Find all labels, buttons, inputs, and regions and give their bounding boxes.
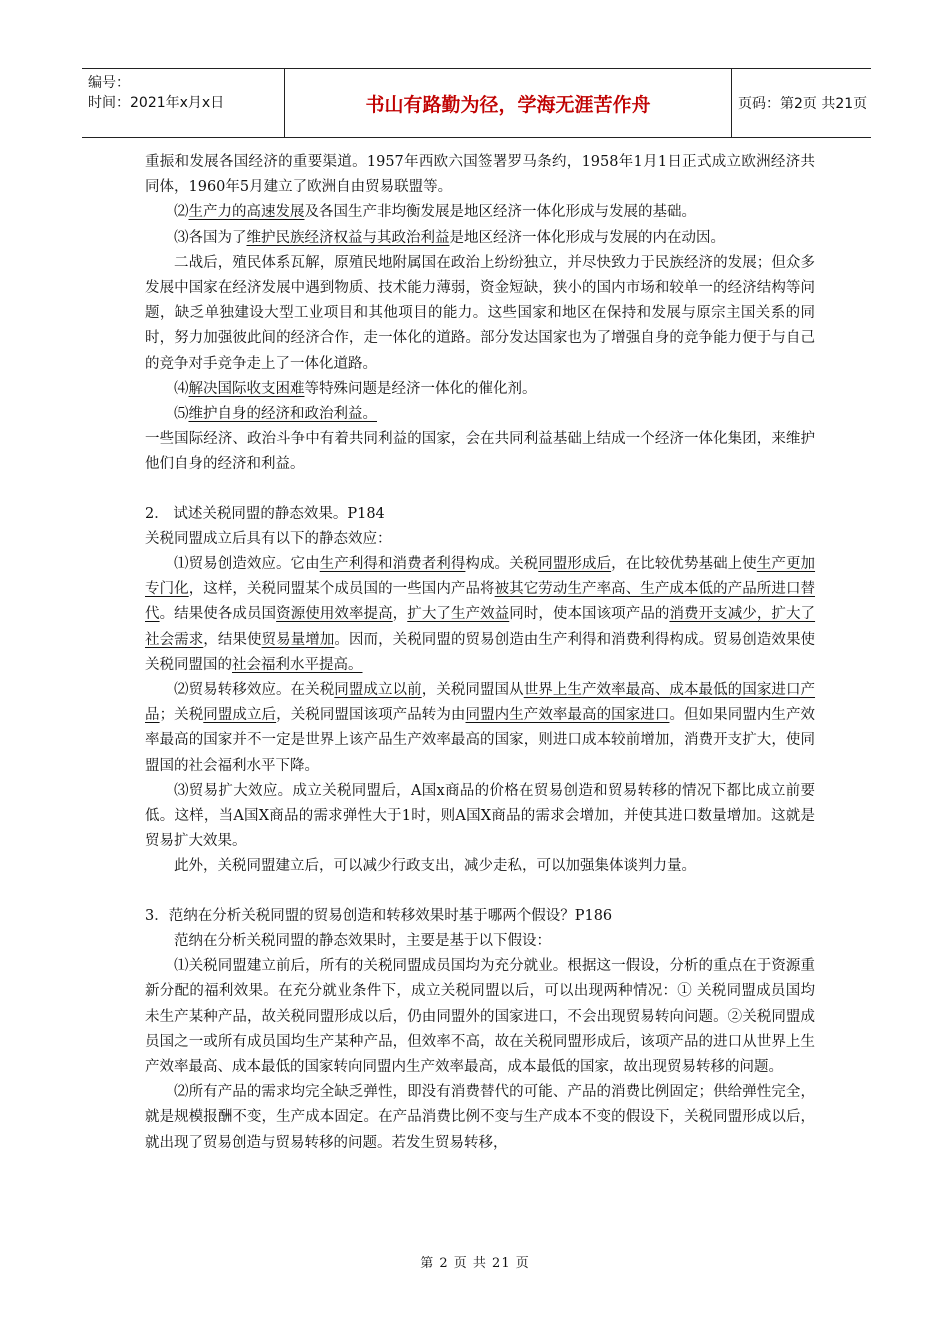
underlined-text: 同盟成立以前 xyxy=(334,682,422,699)
assumption-2-paragraph: ⑵所有产品的需求均完全缺乏弹性，即没有消费替代的可能、产品的消费比例固定；供给弹性完全，就是规模报酬不变，生产成本固定。在产品消费比例不变与生产成本不变的假设下，关税同盟形成以后，就出现了贸易创造与贸易转移的问题。若发生贸易转移， xyxy=(145,1084,815,1151)
trade-creation-paragraph xyxy=(145,552,815,678)
underlined-text: 同盟内生产效率最高的国家进口 xyxy=(465,707,670,724)
point-2 xyxy=(145,200,815,225)
question-3-intro: 范纳在分析关税同盟的静态效果时，主要是基于以下假设： xyxy=(174,932,551,949)
text: ⑵ xyxy=(174,204,189,221)
interest-paragraph: 一些国际经济、政治斗争中有着共同利益的国家，会在共同利益基础上结成一个经济一体化集团，来维护他们自身的经济和利益。 xyxy=(145,431,815,473)
underlined-text: 生产力的高速发展 xyxy=(188,204,305,221)
document-body xyxy=(145,150,815,1156)
text: ，关税同盟国从 xyxy=(421,682,524,699)
time-label: 时间：2021年x月x日 xyxy=(88,95,225,111)
text: 等特殊问题是经济一体化的催化剂。 xyxy=(304,380,537,397)
assumption-1-paragraph: ⑴关税同盟建立前后，所有的关税同盟成员国均为充分就业。根据这一假设，分析的重点在于资源重新分配的福利效果。在充分就业条件下，成立关税同盟以后，可以出现两种情况：① 关税同盟成员国均未生产某种产品，故关税同盟形成以后，仍由同盟外的国家进口，不会出现贸易转向问题。②关税同盟成员国之一或所有成员国均生产某种产品，但效率不高，故在关税同盟形成后，该项产品的进口从世界上生产效率最高、成本最低的国家转向同盟内生产效率最高，成本最低的国家，故出现贸易转移的问题。 xyxy=(145,958,815,1075)
underlined-text: 生产利得和消费者利得 xyxy=(319,556,466,573)
question-3-title: 3．范纳在分析关税同盟的贸易创造和转移效果时基于哪两个假设？P186 xyxy=(145,907,613,924)
underlined-text: 贸易量增加 xyxy=(261,631,335,648)
text: 。因而，关税同盟的贸易创造由生产利得和消费利得构成。贸易创造效果使关税同盟国的 xyxy=(145,631,816,673)
underlined-text: 被其它劳动生产率高、生产成本低的产品所进口替代 xyxy=(145,581,816,623)
underlined-text: 解决国际收支困难 xyxy=(188,380,305,397)
text: ，关税同盟国该项产品转为由 xyxy=(276,707,466,724)
postwar-paragraph: 二战后，殖民体系瓦解，原殖民地附属国在政治上纷纷独立，并尽快致力于民族经济的发展；但众多发展中国家在经济发展中遇到物质、技术能力薄弱，资金短缺，狭小的国内市场和较单一的经济结构等问题，缺乏单独建设大型工业项目和其他项目的能力。这些国家和地区在保持和发展与原宗主国关系的同时，努力加强彼此间的经济合作，走一体化的道路。部分发达国家也为了增强自身的竞争能力便于与自己的竞争对手竞争走上了一体化道路。 xyxy=(145,254,815,372)
underlined-text: 扩大了生产效益 xyxy=(407,606,510,623)
point-3 xyxy=(145,226,815,251)
paragraph-continuation: 重振和发展各国经济的重要渠道。1957年西欧六国签署罗马条约，1958年1月1日正式成立欧洲经济共同体，1960年5月建立了欧洲自由贸易联盟等。 xyxy=(145,154,815,196)
underlined-text: 消费开支减少，扩大了社会需求 xyxy=(145,606,816,648)
underlined-text: 资源使用效率提高 xyxy=(276,606,393,623)
text: 构成。关税 xyxy=(465,556,539,573)
text: ⑸ xyxy=(174,406,189,423)
point-4 xyxy=(145,377,815,402)
underlined-text: 社会福利水平提高。 xyxy=(232,656,363,673)
code-label: 编号： xyxy=(88,75,130,91)
question-2-title: 2． 试述关税同盟的静态效果。P184 xyxy=(145,505,385,522)
point-5 xyxy=(145,402,815,427)
trade-expansion-paragraph: ⑶贸易扩大效应。成立关税同盟后，A国x商品的价格在贸易创造和贸易转移的情况下都比成立前要低。这样，当A国X商品的需求弹性大于1时，则A国X商品的需求会增加，并使其进口数量增加。这就是贸易扩大效果。 xyxy=(145,782,815,850)
text: ， xyxy=(392,606,408,623)
text: 同时，使本国该项产品的 xyxy=(509,606,670,623)
text: ⑵贸易转移效应。在关税 xyxy=(174,682,335,699)
underlined-text: 维护自身的经济和政治利益。 xyxy=(188,406,377,423)
page-footer: 第 2 页 共 21 页 xyxy=(420,1256,530,1271)
underlined-text: 同盟成立后 xyxy=(203,707,277,724)
underlined-text: 生产更加专门化 xyxy=(145,556,816,598)
page-header xyxy=(82,68,871,138)
text: ，结果使 xyxy=(203,631,262,648)
text: ⑶各国为了 xyxy=(174,229,247,246)
underlined-text: 世界上生产效率最高、成本最低的国家进口产品 xyxy=(145,682,816,724)
question-2-intro: 关税同盟成立后具有以下的静态效应： xyxy=(145,530,392,547)
text: ，在比较优势基础上使 xyxy=(611,556,757,573)
trade-diversion-paragraph xyxy=(145,678,815,779)
underlined-text: 维护民族经济权益与其政治利益 xyxy=(246,229,450,246)
other-effects-paragraph: 此外，关税同盟建立后，可以减少行政支出，减少走私，可以加强集体谈判力量。 xyxy=(174,858,696,875)
header-motto: 书山有路勤为径，学海无涯苦作舟 xyxy=(284,69,732,137)
text: ⑴贸易创造效应。它由 xyxy=(174,556,320,573)
text: 。结果使各成员国 xyxy=(159,606,277,623)
text: ⑷ xyxy=(174,380,189,397)
text: 。但如果同盟内生产效率最高的国家并不一定是世界上该产品生产效率最高的国家，则进口成本较前增加，消费开支扩大，使同盟国的社会福利水平下降。 xyxy=(145,707,816,774)
header-page-info: 页码：第2页 共21页 xyxy=(738,96,868,112)
text: 是地区经济一体化形成与发展的内在动因。 xyxy=(449,229,725,246)
header-meta xyxy=(82,69,282,137)
text: ；关税 xyxy=(159,707,204,724)
text: 及各国生产非均衡发展是地区经济一体化形成与发展的基础。 xyxy=(304,204,696,221)
text: ，这样，关税同盟某个成员国的一些国内产品将 xyxy=(188,581,495,598)
underlined-text: 同盟形成后 xyxy=(538,556,612,573)
